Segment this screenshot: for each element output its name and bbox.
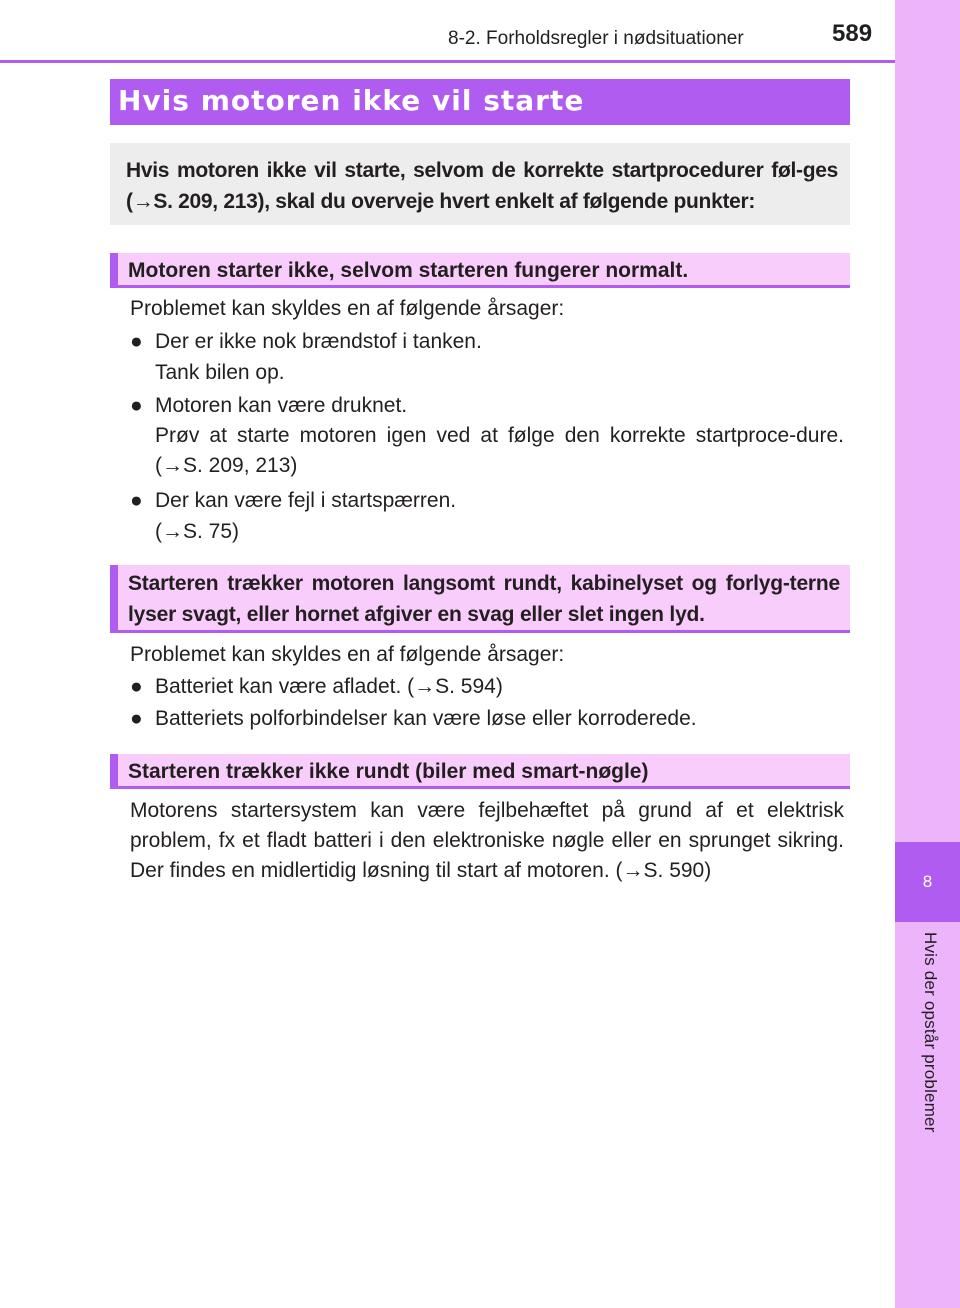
intro-text: Hvis motoren ikke vil starte, selvom de korrekte startprocedurer føl-ges (→S. 209, 213), skal du overveje hvert enkelt af følgende punkter:: [126, 159, 838, 213]
running-header-section: 8-2. Forholdsregler i nødsituationer: [448, 28, 744, 49]
subheading-2-text: Starteren trækker motoren langsomt rundt, kabinelyset og forlyg-terne lyser svagt, eller hornet afgiver en svag eller slet ingen lyd.: [128, 572, 840, 626]
bullet-icon: ●: [130, 489, 143, 512]
subheading-3-text: Starteren trækker ikke rundt (biler med smart-nøgle): [128, 760, 649, 783]
page-number: 589: [832, 20, 873, 47]
list-item: Motoren kan være druknet.: [155, 394, 408, 417]
bullet-icon: ●: [130, 394, 143, 417]
list-item: Der kan være fejl i startspærren.: [155, 489, 457, 512]
chapter-number-tab: [895, 842, 960, 922]
section-3-body: Motorens startersystem kan være fejlbehæftet på grund af et elektrisk problem, fx et fladt batteri i den elektroniske nøgle eller en sprunget sikring. Der findes en midlertidig løsning til start af motoren. (→S. 590): [130, 799, 844, 882]
list-item: Batteriets polforbindelser kan være løse eller korroderede.: [155, 707, 697, 730]
list-item-detail: Prøv at starte motoren igen ved at følge den korrekte startproce-dure. (→S. 209, 213): [155, 424, 844, 477]
subheading-1: [110, 253, 850, 288]
list-item-detail: Tank bilen op.: [155, 361, 285, 384]
list-item-detail: (→S. 75): [155, 520, 240, 543]
header-rule: [0, 60, 896, 63]
chapter-title: Hvis der opstår problemer: [921, 932, 940, 1133]
subheading-2: [110, 565, 850, 633]
list-item: Der er ikke nok brændstof i tanken.: [155, 330, 482, 353]
subheading-1-text: Motoren starter ikke, selvom starteren fungerer normalt.: [128, 259, 689, 282]
page-title-bar: [110, 79, 850, 125]
list-item: Batteriet kan være afladet. (→S. 594): [155, 675, 503, 698]
page-title: Hvis motoren ikke vil starte: [118, 84, 585, 117]
bullet-icon: ●: [130, 707, 143, 730]
bullet-icon: ●: [130, 330, 143, 353]
bullet-icon: ●: [130, 675, 143, 698]
intro-box: [110, 143, 850, 225]
section-2-lead: Problemet kan skyldes en af følgende årsager:: [130, 643, 565, 666]
chapter-number: 8: [922, 872, 933, 891]
subheading-3: [110, 754, 850, 789]
section-1-lead: Problemet kan skyldes en af følgende årsager:: [130, 297, 565, 320]
